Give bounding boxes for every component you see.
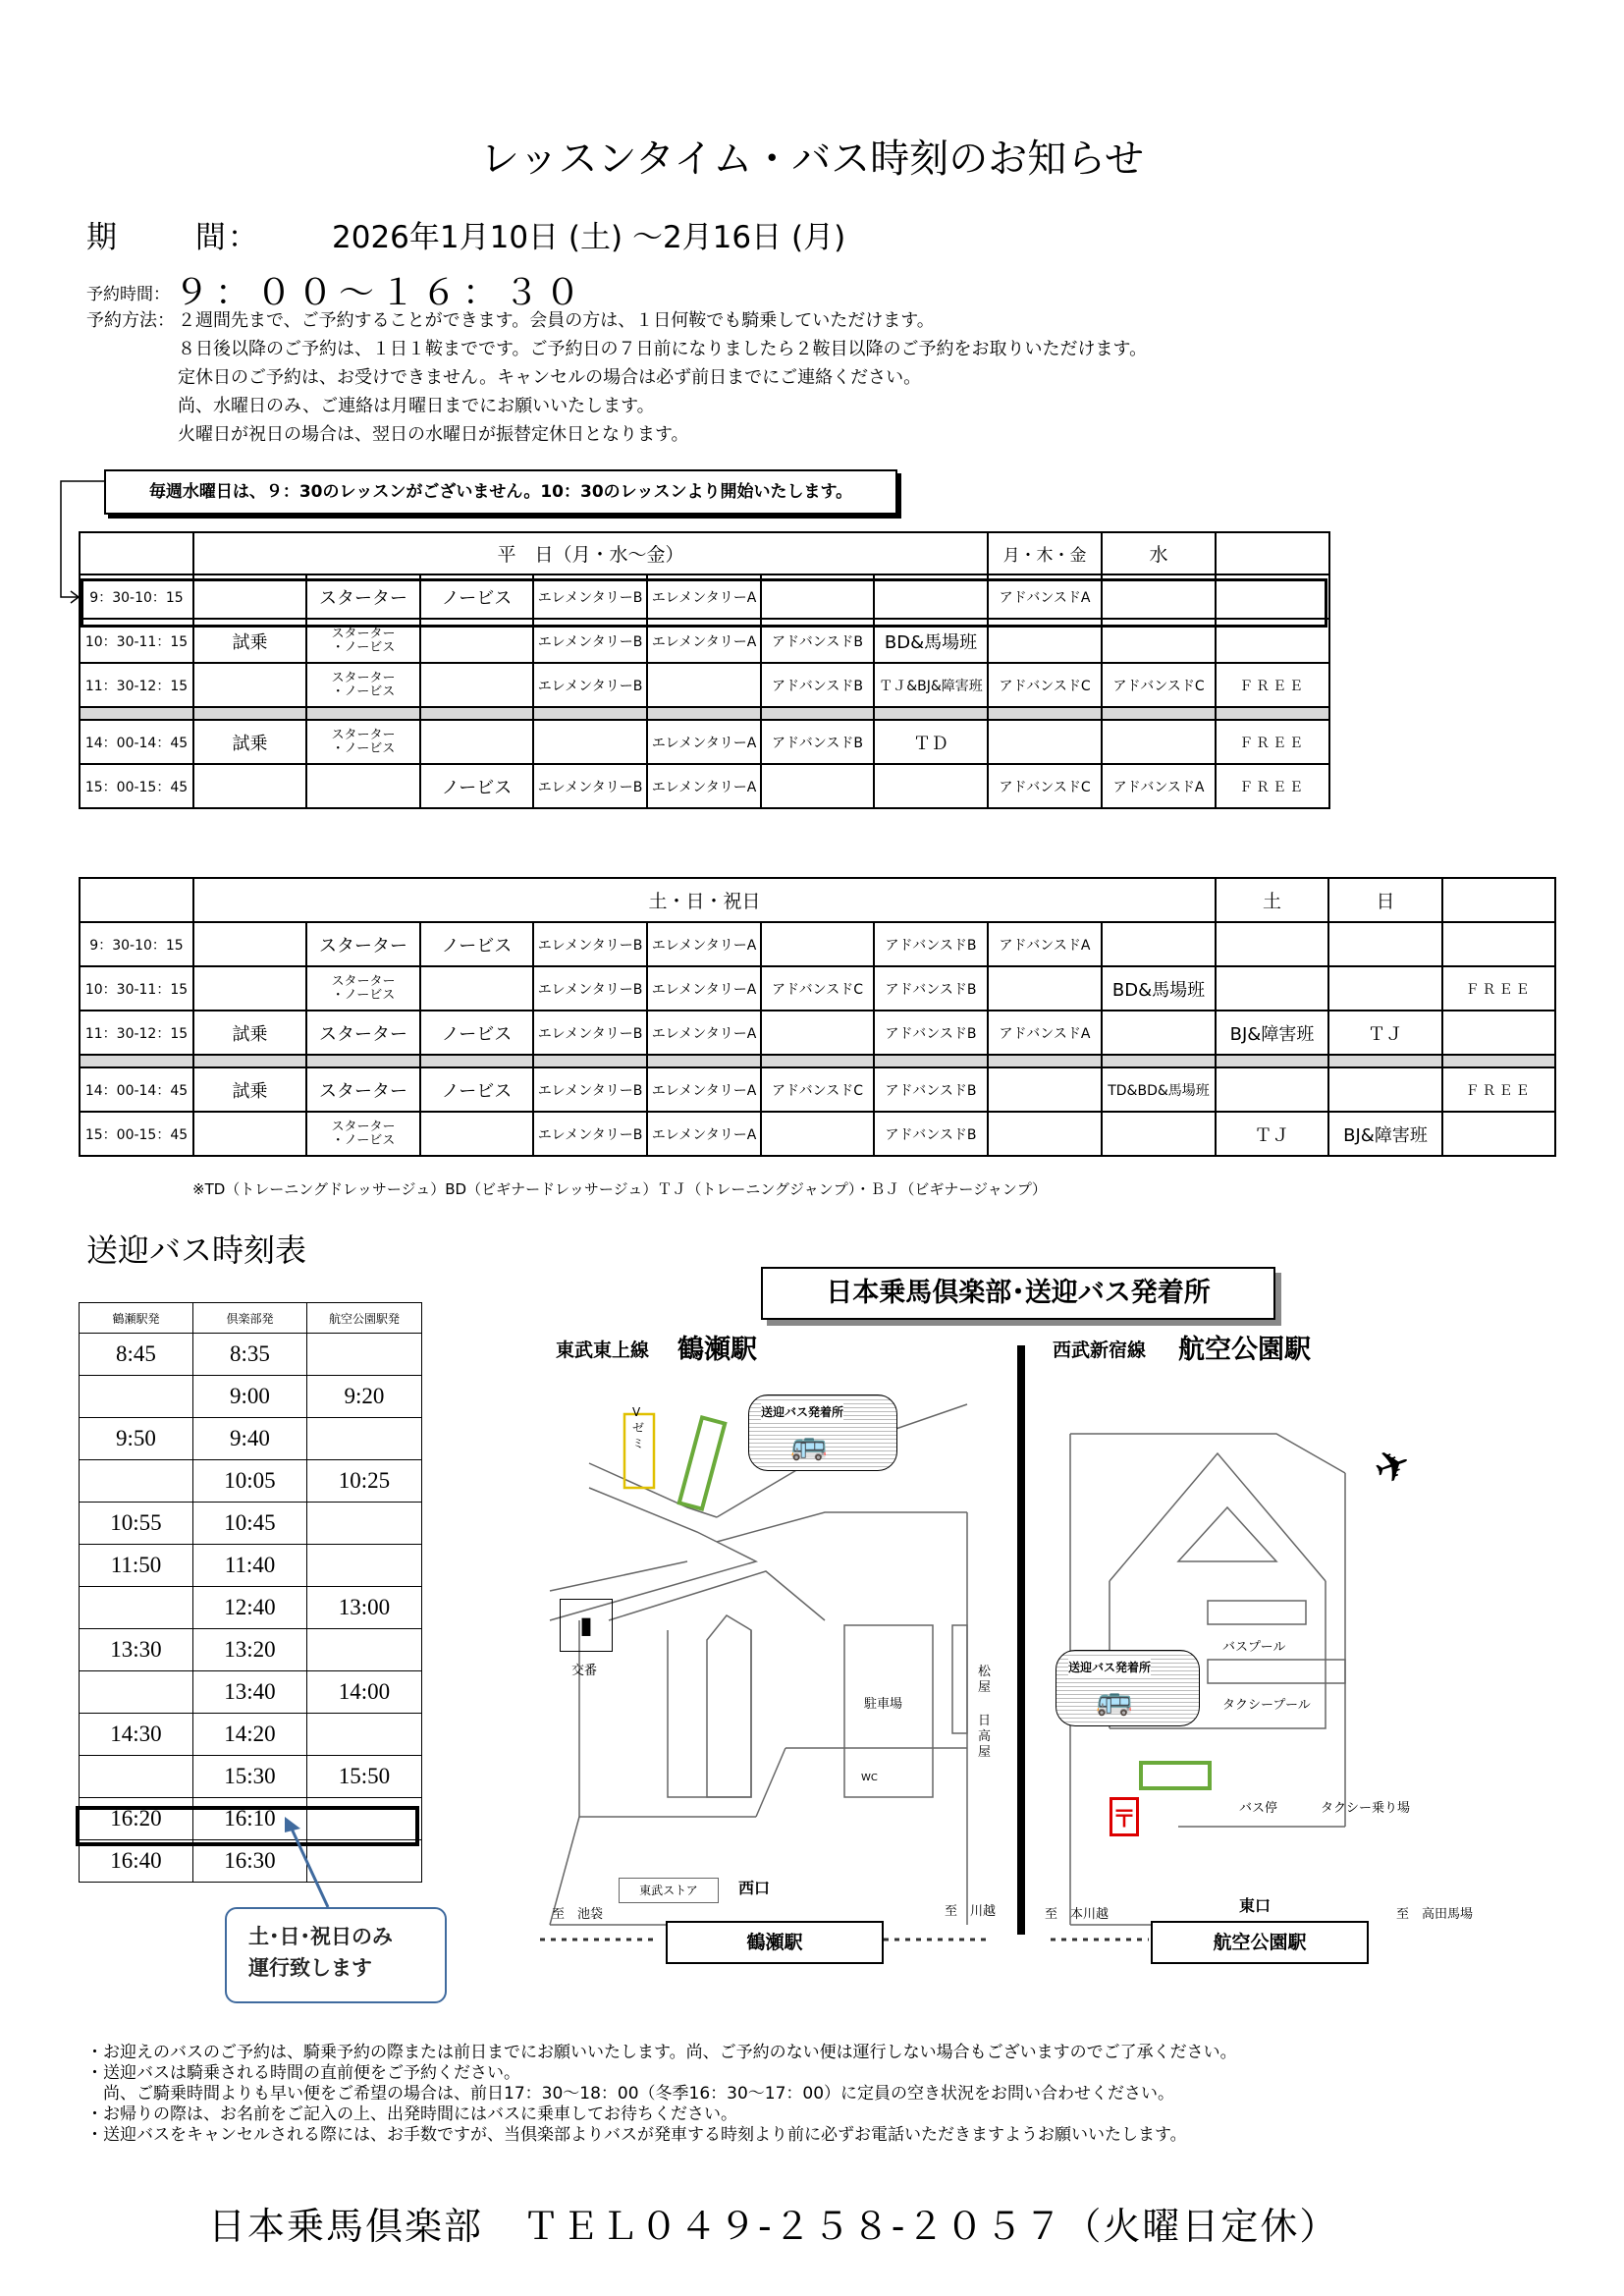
bus-time: 10:25	[307, 1460, 422, 1503]
bus-time: 9:20	[307, 1376, 422, 1418]
callout-line: 運行致します	[248, 1956, 372, 1980]
lesson-slot: ノービス	[420, 574, 533, 619]
lesson-slot: エレメンタリーA	[647, 720, 761, 764]
lesson-slot: スターター ・ノービス	[306, 966, 420, 1011]
lesson-slot: アドバンスドB	[874, 1112, 988, 1156]
lesson-slot	[1442, 1112, 1555, 1156]
callout-line: 土･日･祝日のみ	[248, 1925, 393, 1948]
bus-time: 13:20	[193, 1629, 307, 1671]
bus-time: 14:00	[307, 1671, 422, 1714]
right-station-text: 航空公園駅	[1178, 1335, 1311, 1365]
lesson-row	[80, 764, 1329, 808]
bus-time: 14:20	[193, 1714, 307, 1756]
bus-time: 8:45	[80, 1334, 193, 1376]
lesson-slot: スターター	[306, 1011, 420, 1055]
period-label: 期 間：	[86, 220, 260, 255]
bus-time	[307, 1714, 422, 1756]
right-bus-bubble	[1056, 1650, 1200, 1726]
weekend-bus-highlight	[76, 1806, 419, 1846]
bus-time	[307, 1334, 422, 1376]
lesson-slot: エレメンタリーB	[533, 966, 647, 1011]
lesson-slot	[420, 1112, 533, 1156]
lesson-slot	[988, 1067, 1102, 1112]
bus-timetable-title: 送迎バス時刻表	[86, 1231, 307, 1269]
method-line: ８日後以降のご予約は、１日１鞍までです。ご予約日の７日前になりましたら２鞍目以降のご予約をお取りいただけます。	[178, 339, 1148, 359]
bus-time: 13:00	[307, 1587, 422, 1629]
weekend-header: 土	[1216, 878, 1328, 922]
lesson-time: 14：00-14：45	[80, 1067, 193, 1112]
lesson-slot: アドバンスドB	[761, 720, 874, 764]
bus-time: 13:30	[80, 1629, 193, 1671]
page-title: レッスンタイム・バス時刻のお知らせ	[480, 137, 1144, 182]
note-line: ・送迎バスは騎乗される時間の直前便をご予約ください。	[86, 2063, 520, 2083]
bus-time: 14:30	[80, 1714, 193, 1756]
lesson-slot: ＴＪ&BJ&障害班	[874, 663, 988, 707]
lesson-row	[80, 966, 1555, 1011]
lesson-slot	[1102, 1011, 1216, 1055]
bus-row	[80, 1460, 422, 1503]
weekday-header: 水	[1102, 532, 1216, 574]
bus-time: 16:20	[80, 1798, 193, 1840]
right-line-name	[1053, 1336, 1146, 1362]
lesson-time: 11：30-12：15	[80, 1011, 193, 1055]
lesson-slot: アドバンスドC	[761, 1067, 874, 1112]
lesson-slot: ノービス	[420, 764, 533, 808]
bus-time	[80, 1460, 193, 1503]
lesson-slot	[761, 922, 874, 966]
method-line: ２週間先まで、ご予約することができます。会員の方は、１日何鞍でも騎乗していただけます。	[178, 310, 935, 331]
wednesday-notice: 毎週水曜日は、９：30のレッスンがございません。10：30のレッスンより開始いたします。	[104, 469, 897, 515]
bus-time: 13:40	[193, 1671, 307, 1714]
lesson-slot: エレメンタリーB	[533, 574, 647, 619]
lesson-slot: スターター ・ノービス	[306, 619, 420, 663]
lesson-slot: アドバンスドB	[874, 1067, 988, 1112]
lesson-slot: アドバンスドA	[988, 574, 1102, 619]
lesson-time: 15：00-15：45	[80, 764, 193, 808]
weekday-header	[1216, 532, 1329, 574]
method-line: 火曜日が祝日の場合は、翌日の水曜日が振替定休日となります。	[178, 424, 689, 445]
lesson-row	[80, 663, 1329, 707]
lesson-slot: スターター	[306, 574, 420, 619]
lesson-slot: スターター	[306, 1067, 420, 1112]
lesson-slot: エレメンタリーA	[647, 1112, 761, 1156]
lesson-row	[80, 1112, 1555, 1156]
lesson-slot: アドバンスドC	[1102, 663, 1216, 707]
bus-timetable	[79, 1302, 422, 1883]
lesson-slot: アドバンスドB	[874, 1011, 988, 1055]
bus-stop-label: バス停	[1239, 1801, 1278, 1816]
parking-label: 駐車場	[864, 1697, 903, 1712]
lesson-slot: アドバンスドB	[761, 663, 874, 707]
bus-icon: 🚌	[790, 1428, 828, 1462]
left-station-text: 鶴瀬駅	[677, 1335, 757, 1365]
note-line: ・お迎えのバスのご予約は、騎乗予約の際または前日までにお願いいたします。尚、ご予約のない便は運行しない場合もございますのでご了承ください。	[86, 2043, 1237, 2062]
lesson-slot: エレメンタリーB	[533, 1011, 647, 1055]
to-kawagoe-label: 至 川越	[945, 1904, 997, 1919]
bus-row	[80, 1714, 422, 1756]
bus-time: 15:50	[307, 1756, 422, 1798]
note-line: ・お帰りの際は、お名前をご記入の上、出発時間にはバスに乗車してお待ちください。	[86, 2105, 737, 2124]
lesson-row	[80, 720, 1329, 764]
koban-label: 交番	[571, 1664, 598, 1678]
lesson-slot: アドバンスドA	[988, 1011, 1102, 1055]
bus-row	[80, 1671, 422, 1714]
airplane-icon: ✈	[1367, 1437, 1419, 1497]
lesson-time: 14：00-14：45	[80, 720, 193, 764]
vzemi-label: Vゼミ	[632, 1405, 645, 1450]
lesson-slot: スターター ・ノービス	[306, 663, 420, 707]
lesson-slot: エレメンタリーA	[647, 1011, 761, 1055]
bus-time: 10:55	[80, 1503, 193, 1545]
method-line: 尚、水曜日のみ、ご連絡は月曜日までにお願いいたします。	[178, 396, 655, 416]
abbreviation-footnote: ※TD（トレーニングドレッサージュ）BD（ビギナードレッサージュ）ＴＪ（トレーニングジャンプ）・ＢＪ（ビギナージャンプ）	[192, 1180, 1047, 1198]
lesson-slot	[1328, 922, 1442, 966]
weekend-header: 土・日・祝日	[193, 878, 1216, 922]
weekday-header: 月・木・金	[988, 532, 1102, 574]
bus-time: 8:35	[193, 1334, 307, 1376]
lesson-slot	[1216, 1067, 1328, 1112]
bus-icon: 🚌	[1096, 1683, 1133, 1718]
lesson-slot: ＴＤ	[874, 720, 988, 764]
tobu-store: 東武ストア	[619, 1878, 719, 1903]
lesson-slot	[1328, 1067, 1442, 1112]
left-bus-bubble	[748, 1394, 897, 1471]
lesson-slot: アドバンスドB	[874, 922, 988, 966]
bus-time	[80, 1376, 193, 1418]
lesson-row	[80, 1067, 1555, 1112]
lesson-slot	[533, 720, 647, 764]
to-honkawagoe-label: 至 本川越	[1045, 1907, 1110, 1922]
lesson-slot: エレメンタリーA	[647, 1067, 761, 1112]
taxi-pool-label: タクシープール	[1222, 1698, 1311, 1713]
lesson-slot	[1216, 966, 1328, 1011]
lesson-slot	[988, 1112, 1102, 1156]
bus-time: 9:50	[80, 1418, 193, 1460]
lesson-slot: エレメンタリーA	[647, 574, 761, 619]
bus-time	[307, 1629, 422, 1671]
to-takadanobaba-label: 至 高田馬場	[1396, 1907, 1474, 1922]
bus-time: 16:30	[193, 1840, 307, 1883]
lesson-slot	[761, 764, 874, 808]
lesson-slot: ＦＲＥＥ	[1442, 1067, 1555, 1112]
bus-row	[80, 1376, 422, 1418]
lesson-slot	[988, 720, 1102, 764]
lesson-slot: ＦＲＥＥ	[1216, 663, 1329, 707]
left-station-name	[677, 1328, 757, 1366]
reservation-time-value: ９：００～１６：３０	[174, 273, 587, 313]
lesson-slot: スターター	[306, 922, 420, 966]
bus-header: 鶴瀬駅発	[80, 1303, 193, 1334]
lesson-slot: ノービス	[420, 1011, 533, 1055]
lesson-slot: アドバンスドC	[761, 966, 874, 1011]
lesson-slot: BJ&障害班	[1328, 1112, 1442, 1156]
lesson-time: 10：30-11：15	[80, 966, 193, 1011]
weekday-lesson-table	[79, 531, 1330, 809]
lesson-slot	[193, 1112, 306, 1156]
lesson-slot: 試乗	[193, 720, 306, 764]
bus-header: 倶楽部発	[193, 1303, 307, 1334]
lesson-slot: エレメンタリーA	[647, 922, 761, 966]
lesson-row	[80, 922, 1555, 966]
lesson-time: 11：30-12：15	[80, 663, 193, 707]
bus-row	[80, 1545, 422, 1587]
lesson-slot	[420, 663, 533, 707]
lesson-slot: スターター ・ノービス	[306, 1112, 420, 1156]
bus-row	[80, 1418, 422, 1460]
lesson-slot	[761, 1011, 874, 1055]
koku-koen-station-box: 航空公園駅	[1151, 1921, 1369, 1964]
weekday-header: 平 日（月・水～金）	[193, 532, 988, 574]
lesson-slot: ＴＪ	[1328, 1011, 1442, 1055]
lesson-slot: TD&BD&馬場班	[1102, 1067, 1216, 1112]
bus-time: 15:30	[193, 1756, 307, 1798]
note-line: 尚、ご騎乗時間よりも早い便をご希望の場合は、前日17：30～18：00（冬季16：30～17：00）に定員の空き状況をお問い合わせください。	[86, 2084, 1175, 2104]
lesson-slot	[988, 966, 1102, 1011]
lesson-slot	[1102, 1112, 1216, 1156]
bus-notes	[86, 2043, 1237, 2146]
lesson-slot: BD&馬場班	[874, 619, 988, 663]
west-exit-label: 西口	[738, 1879, 771, 1897]
bus-time	[307, 1503, 422, 1545]
lesson-slot	[647, 663, 761, 707]
lesson-time: 9：30-10：15	[80, 922, 193, 966]
reservation-method-label: 予約方法：	[86, 310, 175, 331]
bus-time: 12:40	[193, 1587, 307, 1629]
left-bus-bubble-label: 送迎バス発着所	[761, 1405, 844, 1419]
left-line-name	[556, 1336, 649, 1362]
lesson-time: 9：30-10：15	[80, 574, 193, 619]
lesson-slot: エレメンタリーB	[533, 663, 647, 707]
bus-time: 10:45	[193, 1503, 307, 1545]
weekend-only-callout	[225, 1907, 447, 2003]
lesson-slot	[193, 966, 306, 1011]
bus-row	[80, 1756, 422, 1798]
lesson-slot: アドバンスドA	[988, 922, 1102, 966]
lesson-slot: 試乗	[193, 1067, 306, 1112]
lesson-slot: BJ&障害班	[1216, 1011, 1328, 1055]
lesson-slot: ＦＲＥＥ	[1216, 720, 1329, 764]
bus-time: 9:00	[193, 1376, 307, 1418]
bus-time	[80, 1587, 193, 1629]
lesson-slot	[1102, 922, 1216, 966]
weekend-lesson-table	[79, 877, 1556, 1157]
lesson-slot: エレメンタリーB	[533, 1112, 647, 1156]
taxi-stand-label: タクシー乗り場	[1321, 1801, 1411, 1816]
bus-terminal-sign: 日本乗馬倶楽部･送迎バス発着所	[761, 1267, 1275, 1320]
bus-time: 9:40	[193, 1418, 307, 1460]
lesson-slot: BD&馬場班	[1102, 966, 1216, 1011]
lesson-slot: ＦＲＥＥ	[1442, 966, 1555, 1011]
bus-pool-label: バスプール	[1222, 1640, 1286, 1655]
lesson-slot: ノービス	[420, 1067, 533, 1112]
lesson-slot	[874, 764, 988, 808]
right-station-name	[1178, 1328, 1311, 1366]
lesson-slot: アドバンスドC	[988, 764, 1102, 808]
right-line-text: 西武新宿線	[1053, 1339, 1147, 1361]
lesson-slot	[193, 663, 306, 707]
hidakaya-label: 日高屋	[978, 1714, 992, 1760]
bus-time: 11:50	[80, 1545, 193, 1587]
lesson-slot: アドバンスドB	[874, 966, 988, 1011]
lesson-slot: ノービス	[420, 922, 533, 966]
lesson-slot: エレメンタリーB	[533, 619, 647, 663]
east-exit-label: 東口	[1239, 1896, 1272, 1915]
reservation-method	[86, 306, 1147, 449]
bus-row	[80, 1503, 422, 1545]
note-line: ・送迎バスをキャンセルされる際には、お手数ですが、当倶楽部よりバスが発車する時刻より前に必ずお電話いただきますようお願いいたします。	[86, 2125, 1187, 2145]
lesson-slot: アドバンスドC	[988, 663, 1102, 707]
first-row-highlight	[81, 578, 1327, 628]
weekend-header: 日	[1328, 878, 1442, 922]
to-ikebukuro-label: 至 池袋	[552, 1907, 604, 1922]
lesson-slot	[306, 764, 420, 808]
left-line-text: 東武東上線	[556, 1339, 650, 1361]
lesson-slot	[193, 764, 306, 808]
lesson-slot	[1328, 966, 1442, 1011]
lesson-slot: アドバンスドB	[761, 619, 874, 663]
wc-label: WC	[861, 1773, 878, 1783]
lesson-slot: エレメンタリーA	[647, 966, 761, 1011]
post-office-icon: 〒	[1110, 1797, 1139, 1836]
break-row	[80, 707, 1329, 720]
bus-time: 16:40	[80, 1840, 193, 1883]
method-line: 定休日のご予約は、お受けできません。キャンセルの場合は必ず前日までにご連絡ください。	[178, 367, 922, 388]
police-box-icon: ▮	[560, 1599, 613, 1652]
contact-info: 日本乗馬倶楽部 ＴＥＬ０４９-２５８-２０５７（火曜日定休）	[208, 2205, 1339, 2248]
break-row	[80, 1055, 1555, 1067]
bus-row	[80, 1334, 422, 1376]
bus-header: 航空公園駅発	[307, 1303, 422, 1334]
bus-time: 11:40	[193, 1545, 307, 1587]
lesson-slot	[420, 720, 533, 764]
lesson-slot	[1442, 1011, 1555, 1055]
bus-time	[80, 1756, 193, 1798]
lesson-slot: エレメンタリーB	[533, 922, 647, 966]
lesson-slot: 試乗	[193, 619, 306, 663]
lesson-slot: 試乗	[193, 1011, 306, 1055]
bus-row	[80, 1587, 422, 1629]
lesson-row	[80, 1011, 1555, 1055]
lesson-slot: エレメンタリーB	[533, 764, 647, 808]
lesson-slot	[1102, 720, 1216, 764]
lesson-slot: アドバンスドA	[1102, 764, 1216, 808]
lesson-slot: ＴＪ	[1216, 1112, 1328, 1156]
tsuruse-station-box: 鶴瀬駅	[666, 1921, 884, 1964]
lesson-slot: スターター ・ノービス	[306, 720, 420, 764]
weekend-header	[1442, 878, 1555, 922]
period	[86, 212, 845, 256]
lesson-time: 10：30-11：15	[80, 619, 193, 663]
bus-time	[307, 1418, 422, 1460]
reservation-time-label: 予約時間：	[86, 285, 170, 304]
right-bus-bubble-label: 送迎バス発着所	[1068, 1661, 1152, 1674]
lesson-slot	[193, 922, 306, 966]
period-value: 2026年1月10日 (土) ～2月16日 (月)	[332, 220, 846, 255]
lesson-slot: エレメンタリーB	[533, 1067, 647, 1112]
bus-time: 16:10	[193, 1798, 307, 1840]
bus-row	[80, 1629, 422, 1671]
lesson-slot	[1216, 922, 1328, 966]
lesson-slot	[420, 966, 533, 1011]
matsuya-label: 松屋	[978, 1665, 992, 1695]
lesson-slot: エレメンタリーA	[647, 764, 761, 808]
bus-time	[307, 1545, 422, 1587]
lesson-slot: ＦＲＥＥ	[1216, 764, 1329, 808]
lesson-time: 15：00-15：45	[80, 1112, 193, 1156]
callout-arrow	[275, 1815, 353, 1913]
bus-time	[80, 1671, 193, 1714]
lesson-slot: エレメンタリーA	[647, 619, 761, 663]
bus-time: 10:05	[193, 1460, 307, 1503]
lesson-slot	[761, 1112, 874, 1156]
lesson-slot	[1442, 922, 1555, 966]
